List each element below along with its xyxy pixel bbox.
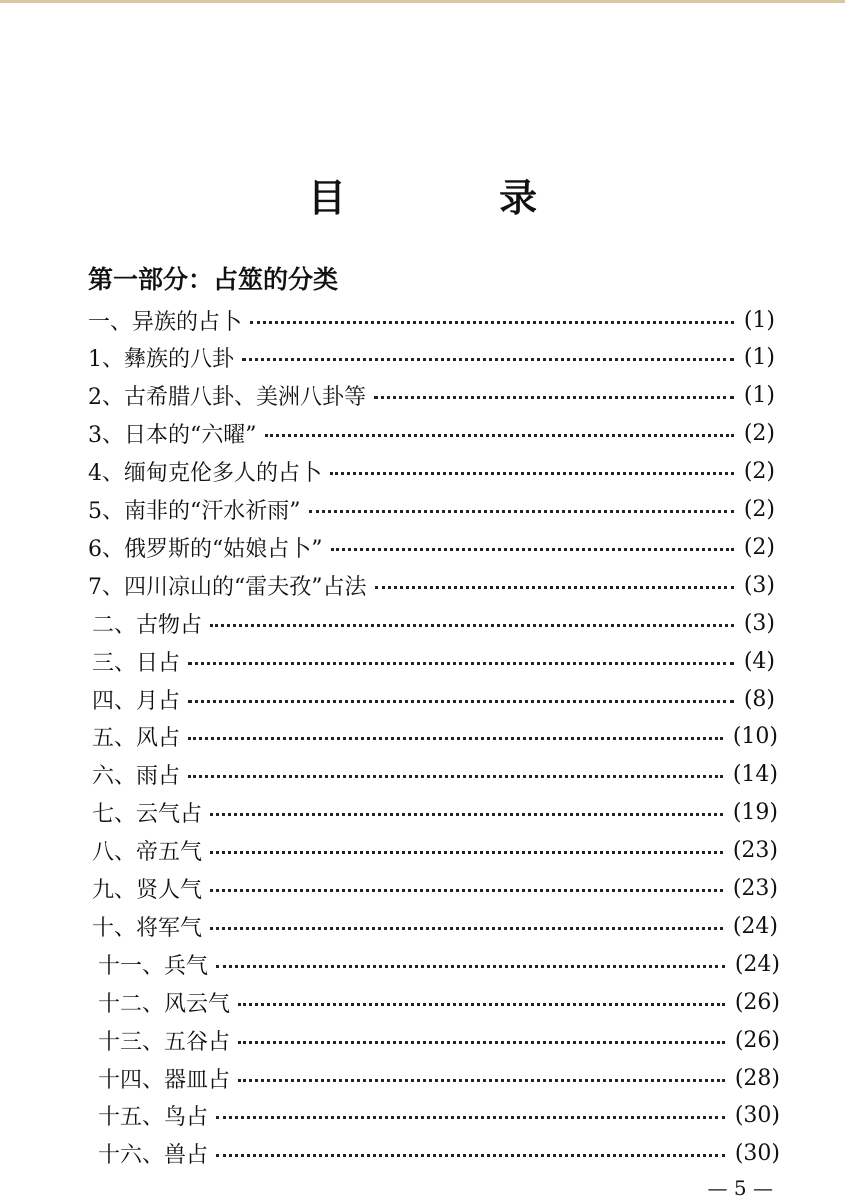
toc-entry-label: 六、雨占 xyxy=(92,764,181,790)
dot-leader xyxy=(210,851,723,854)
dot-leader xyxy=(330,472,734,475)
toc-entry-page: (1) xyxy=(743,345,775,371)
toc-entry-label: 九、贤人气 xyxy=(92,878,203,903)
toc-entry-page: (24) xyxy=(732,913,778,939)
dot-leader xyxy=(216,1116,725,1119)
toc-entry-label: 二、古物占 xyxy=(92,612,203,638)
toc-entry-page: (8) xyxy=(743,686,775,712)
toc-entry-label: 七、云气占 xyxy=(92,802,203,828)
toc-entry-page: (1) xyxy=(743,307,775,333)
toc-entry-page: (19) xyxy=(732,800,778,826)
toc-entry-page: (2) xyxy=(743,534,775,560)
toc-entry xyxy=(88,454,775,490)
dot-leader xyxy=(238,1041,725,1044)
toc-entry-label: 6、俄罗斯的“姑娘占卜” xyxy=(88,536,323,562)
section-heading: 第一部分：占筮的分类 xyxy=(88,265,339,294)
toc-entry-page: (1) xyxy=(743,383,775,409)
toc-entry-label: 五、风占 xyxy=(92,726,181,752)
top-border xyxy=(0,0,845,3)
toc-entry xyxy=(92,833,778,869)
toc-entry-page: (10) xyxy=(732,724,778,750)
dot-leader xyxy=(216,965,725,968)
page-number-text: — 5 — xyxy=(707,1176,773,1200)
toc-entry-label: 十一、兵气 xyxy=(98,953,209,979)
toc-entry xyxy=(92,908,778,944)
toc-entry-page: (30) xyxy=(734,1103,780,1129)
toc-entry xyxy=(92,681,775,717)
dot-leader xyxy=(210,927,723,930)
toc-entry-label: 十五、鸟占 xyxy=(98,1105,209,1131)
dot-leader xyxy=(238,1079,725,1082)
toc-entry xyxy=(92,719,778,755)
toc-entry-label: 十、将军气 xyxy=(92,915,203,941)
toc-entry xyxy=(88,302,775,338)
toc-entry-page: (23) xyxy=(732,838,778,864)
dot-leader xyxy=(188,700,734,703)
toc-entry xyxy=(88,340,775,376)
toc-entry-page: (26) xyxy=(734,1027,780,1053)
dot-leader xyxy=(210,889,723,892)
toc-entry-page: (14) xyxy=(732,762,778,788)
dot-leader xyxy=(188,662,734,665)
toc-entry xyxy=(92,871,778,907)
dot-leader xyxy=(216,1154,725,1157)
toc-entry-page: (4) xyxy=(743,648,775,674)
toc-entry xyxy=(88,416,775,452)
toc-entry-label: 2、古希腊八卦、美洲八卦等 xyxy=(88,385,366,411)
toc-entry xyxy=(88,567,775,603)
toc-entry-label: 5、南非的“汗水祈雨” xyxy=(88,499,301,524)
toc-entry xyxy=(92,757,778,793)
page-number xyxy=(0,1176,845,1200)
toc-entry xyxy=(88,492,775,528)
toc-entry-label: 3、日本的“六曜” xyxy=(88,423,257,449)
toc-entry-page: (2) xyxy=(743,497,775,522)
dot-leader xyxy=(374,396,734,399)
toc-entry-label: 7、四川凉山的“雷夫孜”占法 xyxy=(88,574,367,600)
toc-entry xyxy=(88,378,775,414)
toc-entry xyxy=(92,605,775,641)
dot-leader xyxy=(331,548,734,551)
toc-entry-page: (30) xyxy=(734,1141,780,1167)
toc-entry xyxy=(92,643,775,679)
toc-entry xyxy=(98,1022,780,1058)
toc-entry-label: 十六、兽占 xyxy=(98,1143,209,1169)
toc-entry-label: 十二、风云气 xyxy=(98,991,231,1017)
toc-entry xyxy=(98,946,780,982)
toc-entry xyxy=(98,1098,780,1134)
toc-entry-page: (23) xyxy=(732,876,778,901)
toc-entry-label: 一、异族的占卜 xyxy=(88,309,243,335)
page-title: 目 录 xyxy=(307,176,608,220)
toc-entry-label: 1、彝族的八卦 xyxy=(88,347,234,373)
toc-entry-page: (2) xyxy=(743,421,775,447)
toc-entry xyxy=(98,984,780,1020)
dot-leader xyxy=(250,321,734,324)
toc-entry-label: 十四、器皿占 xyxy=(98,1067,231,1093)
toc-entry-page: (3) xyxy=(743,572,775,598)
toc-entry xyxy=(88,529,775,565)
toc-entry-page: (3) xyxy=(743,610,775,636)
toc-entry-label: 四、月占 xyxy=(92,688,181,714)
dot-leader xyxy=(242,358,734,361)
dot-leader xyxy=(188,775,723,778)
dot-leader xyxy=(210,813,723,816)
dot-leader xyxy=(210,624,734,627)
toc-entry-label: 4、缅甸克伦多人的占卜 xyxy=(88,461,322,487)
toc-entry xyxy=(98,1136,780,1172)
toc-entry-label: 三、日占 xyxy=(92,650,181,676)
dot-leader xyxy=(309,510,734,513)
dot-leader xyxy=(188,737,723,740)
dot-leader xyxy=(375,586,734,589)
toc-entry-page: (24) xyxy=(734,951,780,977)
toc-entry-page: (2) xyxy=(743,459,775,485)
toc-entry xyxy=(98,1060,780,1096)
toc-entry xyxy=(92,795,778,831)
toc-entry-page: (26) xyxy=(734,989,780,1015)
dot-leader xyxy=(238,1003,725,1006)
toc-entry-label: 八、帝五气 xyxy=(92,840,203,866)
toc-entry-label: 十三、五谷占 xyxy=(98,1029,231,1055)
toc-entry-page: (28) xyxy=(734,1065,780,1091)
dot-leader xyxy=(265,434,734,437)
